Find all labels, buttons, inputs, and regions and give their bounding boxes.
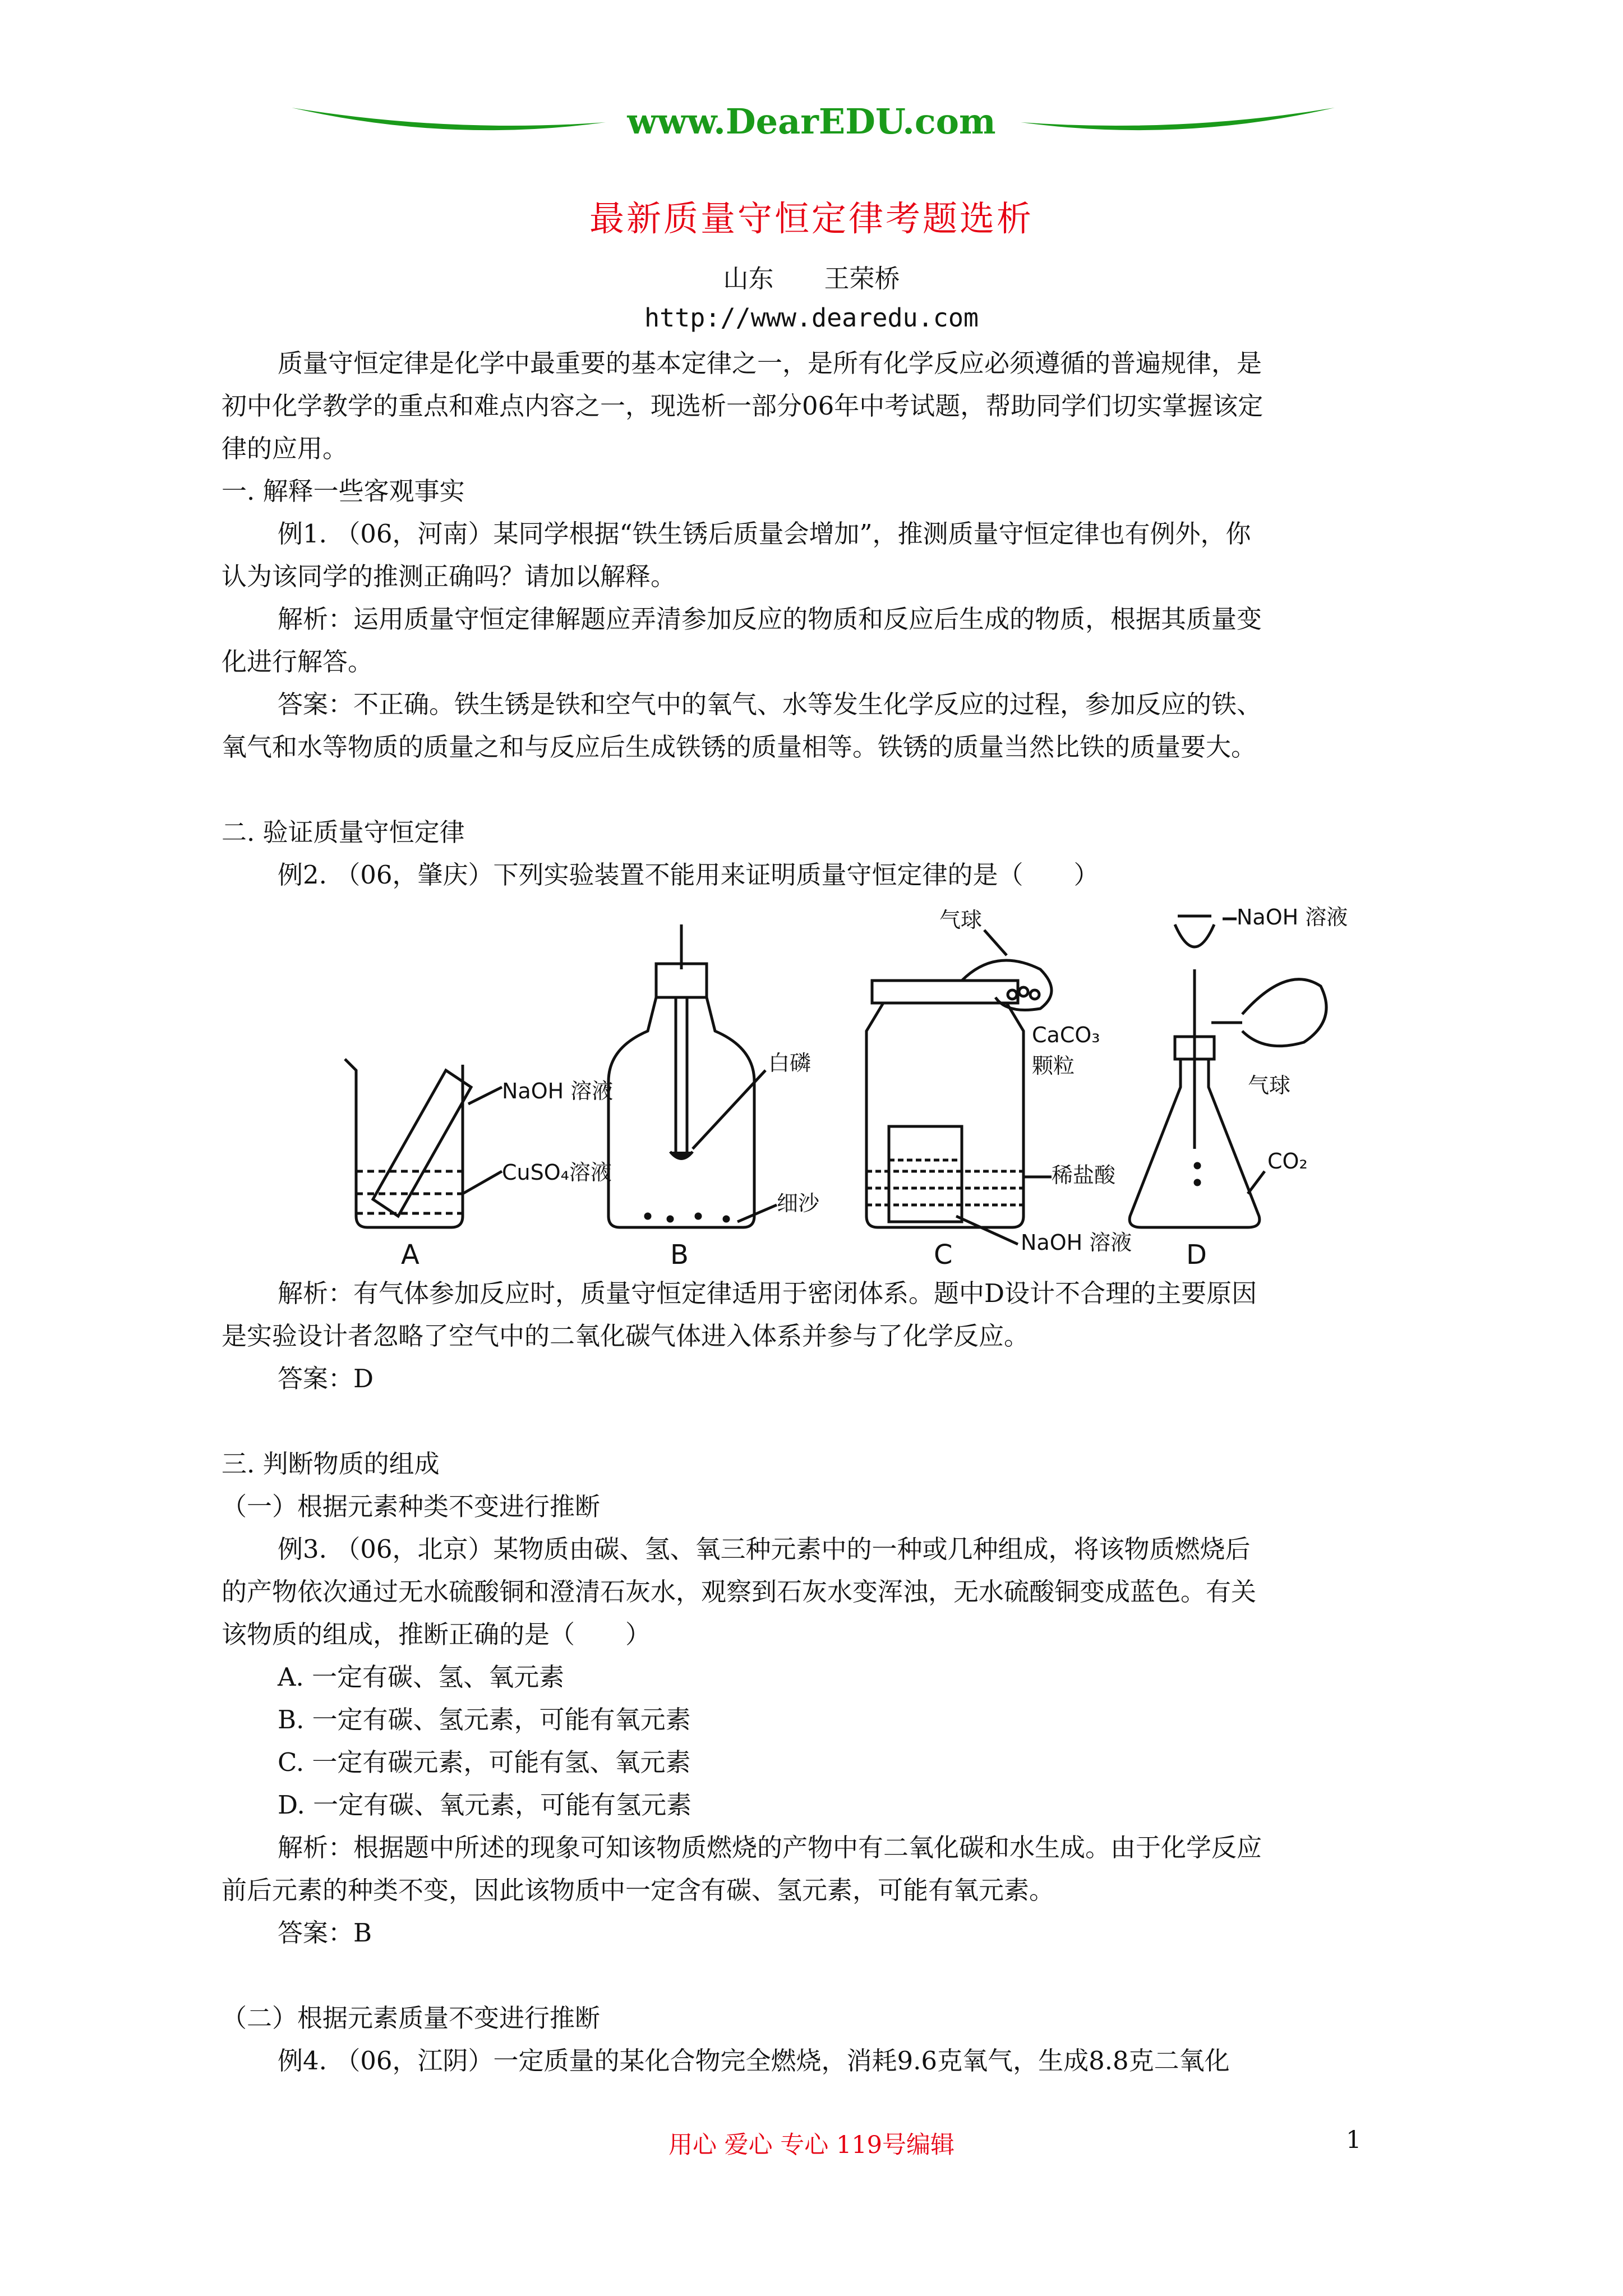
- label-naoh-a: NaOH 溶液: [502, 1079, 614, 1103]
- paragraph-line: 解析：运用质量守恒定律解题应弄清参加反应的物质和反应后生成的物质，根据其质量变: [278, 604, 1262, 634]
- label-fine-sand: 细沙: [777, 1191, 820, 1216]
- option-a: A. 一定有碳、氢、氧元素: [278, 1662, 565, 1692]
- paragraph-line: 初中化学教学的重点和难点内容之一，现选析一部分06年中考试题，帮助同学们切实掌握该定: [222, 391, 1264, 421]
- paragraph-line: 化进行解答。: [222, 647, 374, 677]
- logo-text: www.DearEDU.com: [627, 101, 996, 142]
- paragraph-line: 答案：B: [278, 1918, 372, 1948]
- label-b: B: [670, 1239, 689, 1271]
- paragraph-line: 例4. （06，江阴）一定质量的某化合物完全燃烧，消耗9.6克氧气，生成8.8克二氧化: [278, 2046, 1230, 2076]
- paragraph-line: 例3. （06，北京）某物质由碳、氢、氧三种元素中的一种或几种组成，将该物质燃烧后: [278, 1534, 1251, 1564]
- label-granules: 颗粒: [1032, 1053, 1075, 1078]
- article-title: 最新质量守恒定律考题选析: [589, 198, 1034, 239]
- label-balloon-c: 气球: [939, 908, 983, 932]
- label-co2: CO₂: [1267, 1149, 1308, 1174]
- label-naoh-d: NaOH 溶液: [1237, 905, 1348, 930]
- site-logo-banner: [0, 90, 1623, 163]
- footer-slogan: 用心 爱心 专心 119号编辑: [668, 2131, 955, 2159]
- subsection-heading: （二）根据元素质量不变进行推断: [222, 2003, 601, 2033]
- apparatus-d-flask: [1129, 905, 1348, 1271]
- label-a: A: [401, 1239, 419, 1271]
- paragraph-line: 质量守恒定律是化学中最重要的基本定律之一，是所有化学反应必须遵循的普遍规律，是: [278, 348, 1262, 378]
- label-white-phosphorus: 白磷: [768, 1051, 811, 1075]
- label-dilute-hcl: 稀盐酸: [1052, 1163, 1116, 1188]
- subsection-heading: （一）根据元素种类不变进行推断: [222, 1492, 601, 1521]
- option-c: C. 一定有碳元素，可能有氢、氧元素: [278, 1747, 691, 1777]
- page-number: 1: [1346, 2126, 1362, 2154]
- label-caco3: CaCO₃: [1032, 1023, 1100, 1047]
- label-c: C: [934, 1239, 953, 1271]
- option-b: B. 一定有碳、氢元素，可能有氧元素: [278, 1705, 691, 1734]
- paragraph-line: 答案：D: [278, 1364, 374, 1393]
- label-d: D: [1186, 1239, 1207, 1271]
- paragraph-line: 的产物依次通过无水硫酸铜和澄清石灰水，观察到石灰水变浑浊，无水硫酸铜变成蓝色。有关: [222, 1577, 1257, 1607]
- apparatus-c-jar: [866, 908, 1132, 1271]
- author-line: 山东 王荣桥: [723, 264, 900, 293]
- source-url[interactable]: http://www.dearedu.com: [644, 303, 979, 333]
- paragraph-line: 认为该同学的推测正确吗？请加以解释。: [222, 562, 676, 591]
- option-d: D. 一定有碳、氧元素，可能有氢元素: [278, 1790, 692, 1820]
- section-heading: 一. 解释一些客观事实: [222, 476, 465, 506]
- article-body: [222, 342, 1416, 2082]
- paragraph-line: 氧气和水等物质的质量之和与反应后生成铁锈的质量相等。铁锈的质量当然比铁的质量要大。: [222, 732, 1257, 762]
- label-balloon-d: 气球: [1248, 1073, 1291, 1098]
- label-cuso4: CuSO₄溶液: [502, 1160, 612, 1185]
- label-naoh-c: NaOH 溶液: [1021, 1230, 1132, 1255]
- section-heading: 二. 验证质量守恒定律: [222, 817, 465, 847]
- paragraph-line: 是实验设计者忽略了空气中的二氧化碳气体进入体系并参与了化学反应。: [222, 1321, 1030, 1351]
- paragraph-line: 例2. （06，肇庆）下列实验装置不能用来证明质量守恒定律的是（ ）: [278, 860, 1099, 890]
- paragraph-line: 解析：根据题中所述的现象可知该物质燃烧的产物中有二氧化碳和水生成。由于化学反应: [278, 1833, 1262, 1862]
- section-heading: 三. 判断物质的组成: [222, 1449, 440, 1479]
- paragraph-line: 例1. （06，河南）某同学根据“铁生锈后质量会增加”，推测质量守恒定律也有例外，你: [278, 519, 1251, 549]
- apparatus-figure: [222, 902, 1416, 1272]
- paragraph-line: 该物质的组成，推断正确的是（ ）: [222, 1619, 651, 1649]
- apparatus-a-beaker: [345, 1059, 613, 1271]
- apparatus-b-bottle: [608, 924, 820, 1271]
- paragraph-line: 前后元素的种类不变，因此该物质中一定含有碳、氢元素，可能有氧元素。: [222, 1875, 1055, 1905]
- paragraph-line: 解析：有气体参加反应时，质量守恒定律适用于密闭体系。题中D设计不合理的主要原因: [278, 1278, 1257, 1308]
- paragraph-line: 答案：不正确。铁生锈是铁和空气中的氧气、水等发生化学反应的过程，参加反应的铁、: [278, 689, 1262, 719]
- paragraph-line: 律的应用。: [222, 434, 348, 463]
